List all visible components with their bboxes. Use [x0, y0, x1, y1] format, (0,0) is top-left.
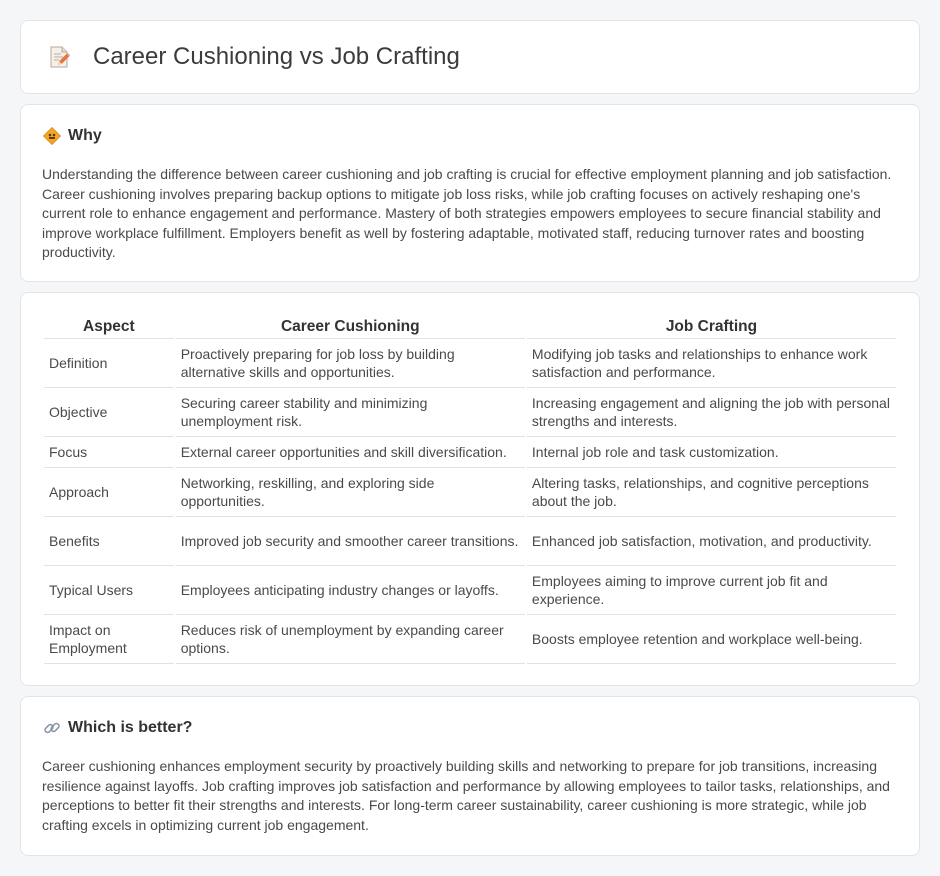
row-career-cushioning: Employees anticipating industry changes or layoffs.	[176, 566, 525, 615]
document-pencil-icon	[47, 45, 71, 69]
row-job-crafting: Enhanced job satisfaction, motivation, and productivity.	[527, 517, 896, 566]
row-job-crafting: Boosts employee retention and workplace well-being.	[527, 615, 896, 664]
diamond-sign-icon	[43, 127, 61, 145]
table-row	[44, 388, 896, 437]
comparison-section	[20, 292, 920, 686]
table-row	[44, 517, 896, 566]
row-career-cushioning: External career opportunities and skill diversification.	[176, 437, 525, 468]
row-job-crafting: Internal job role and task customization.	[527, 437, 896, 468]
row-aspect: Objective	[44, 388, 174, 437]
row-aspect: Benefits	[44, 517, 174, 566]
row-aspect: Typical Users	[44, 566, 174, 615]
row-career-cushioning: Proactively preparing for job loss by building alternative skills and opportunities.	[176, 339, 525, 388]
which-is-better-section	[20, 696, 920, 856]
why-section	[20, 104, 920, 282]
column-header-career-cushioning: Career Cushioning	[176, 315, 525, 339]
row-aspect: Impact on Employment	[44, 615, 174, 664]
column-header-job-crafting: Job Crafting	[527, 315, 896, 339]
link-icon	[43, 719, 61, 737]
row-job-crafting: Altering tasks, relationships, and cognitive perceptions about the job.	[527, 468, 896, 517]
column-header-aspect: Aspect	[44, 315, 174, 339]
table-row	[44, 437, 896, 468]
row-job-crafting: Modifying job tasks and relationships to enhance work satisfaction and performance.	[527, 339, 896, 388]
title-card	[20, 20, 920, 94]
page-title: Career Cushioning vs Job Crafting	[93, 43, 460, 70]
row-job-crafting: Employees aiming to improve current job fit and experience.	[527, 566, 896, 615]
table-row	[44, 468, 896, 517]
row-aspect: Focus	[44, 437, 174, 468]
table-row	[44, 339, 896, 388]
why-heading: Why	[68, 127, 102, 144]
which-is-better-heading: Which is better?	[68, 719, 193, 736]
row-job-crafting: Increasing engagement and aligning the job with personal strengths and interests.	[527, 388, 896, 437]
row-career-cushioning: Networking, reskilling, and exploring side opportunities.	[176, 468, 525, 517]
table-header-row	[44, 315, 896, 339]
row-aspect: Approach	[44, 468, 174, 517]
row-career-cushioning: Reduces risk of unemployment by expanding career options.	[176, 615, 525, 664]
table-row	[44, 615, 896, 664]
why-text: Understanding the difference between career cushioning and job crafting is crucial for effective employment planning and job satisfaction. Career cushioning involves preparing backup options to mitigate job loss risks, while job crafting focuses on actively reshaping one's current role to enhance engagement and performance. Mastery of both strategies empowers employees to secure financial stability and improve workplace fulfillment. Employers benefit as well by fostering adaptable, motivated staff, reducing turnover rates and boosting productivity.	[42, 166, 892, 261]
row-career-cushioning: Securing career stability and minimizing unemployment risk.	[176, 388, 525, 437]
row-career-cushioning: Improved job security and smoother career transitions.	[176, 517, 525, 566]
table-row	[44, 566, 896, 615]
which-is-better-text: Career cushioning enhances employment security by proactively building skills and networking to prepare for job transitions, increasing resilience against layoffs. Job crafting improves job satisfaction and performance by allowing employees to tailor tasks, relationships, and perceptions to better fit their strengths and interests. For long-term career sustainability, career cushioning is more strategic, while job crafting excels in optimizing current job engagement.	[42, 758, 890, 833]
comparison-table	[42, 315, 898, 664]
row-aspect: Definition	[44, 339, 174, 388]
